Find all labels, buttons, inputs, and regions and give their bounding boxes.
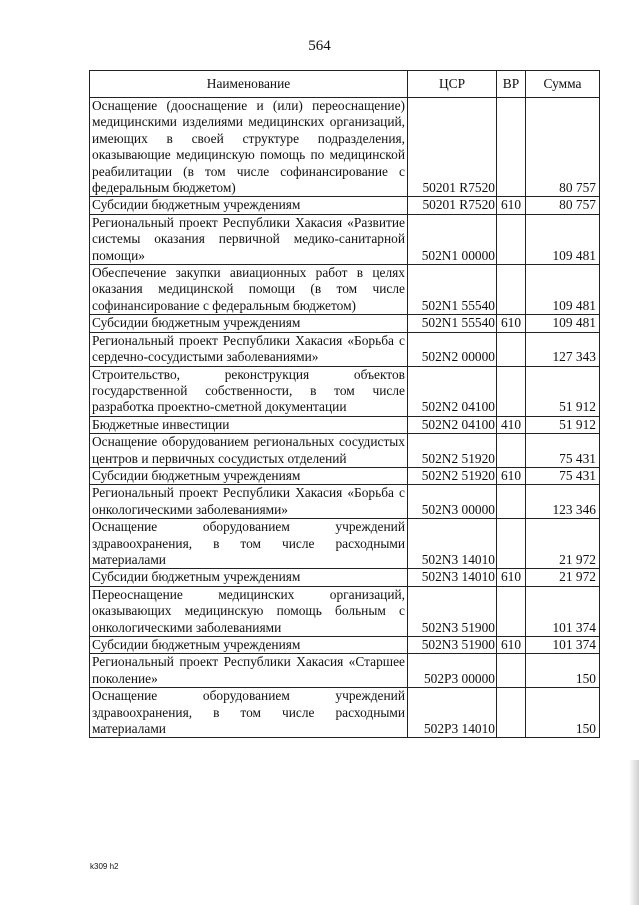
- row-name: Строительство, реконструкция объектов государственной собственности, в том числе разработка проектно-сметной документации: [90, 366, 408, 416]
- table-row: [90, 416, 600, 433]
- row-sum: 80 757: [526, 98, 600, 197]
- row-sum: 51 912: [526, 416, 600, 433]
- row-sum: 109 481: [526, 214, 600, 264]
- row-vr: [497, 519, 526, 569]
- header-sum: Сумма: [526, 71, 600, 98]
- row-vr: [497, 654, 526, 688]
- row-vr: 410: [497, 416, 526, 433]
- row-name: Субсидии бюджетным учреждениям: [90, 315, 408, 332]
- row-vr: [497, 586, 526, 636]
- row-vr: 610: [497, 467, 526, 484]
- row-vr: [497, 485, 526, 519]
- row-name: Переоснащение медицинских организаций, оказывающих медицинскую помощь больным с онкологическими заболеваниями: [90, 586, 408, 636]
- row-vr: [497, 332, 526, 366]
- table-row: [90, 434, 600, 468]
- row-name: Обеспечение закупки авиационных работ в целях оказания медицинской помощи (в том числе софинансирование с федеральным бюджетом): [90, 265, 408, 315]
- header-name: Наименование: [90, 71, 408, 98]
- row-name: Региональный проект Республики Хакасия «Борьба с сердечно-сосудистыми заболеваниями»: [90, 332, 408, 366]
- table-row: [90, 654, 600, 688]
- row-vr: 610: [497, 315, 526, 332]
- row-vr: [497, 214, 526, 264]
- row-sum: 101 374: [526, 586, 600, 636]
- row-vr: 610: [497, 637, 526, 654]
- row-csr: 502N3 51900: [408, 586, 497, 636]
- row-vr: [497, 98, 526, 197]
- table-row: [90, 467, 600, 484]
- row-sum: 150: [526, 688, 600, 738]
- row-csr: 502N3 51900: [408, 637, 497, 654]
- scan-shadow: [629, 760, 639, 905]
- row-csr: 502N2 04100: [408, 416, 497, 433]
- row-csr: 502N3 00000: [408, 485, 497, 519]
- row-name: Региональный проект Республики Хакасия «Борьба с онкологическими заболеваниями»: [90, 485, 408, 519]
- row-csr: 502N2 00000: [408, 332, 497, 366]
- row-sum: 80 757: [526, 197, 600, 214]
- row-vr: [497, 434, 526, 468]
- row-csr: 502P3 14010: [408, 688, 497, 738]
- row-csr: 502N3 14010: [408, 569, 497, 586]
- table-row: [90, 586, 600, 636]
- table-row: [90, 315, 600, 332]
- table-row: [90, 214, 600, 264]
- table-header-row: [90, 71, 600, 98]
- table-row: [90, 265, 600, 315]
- row-sum: 123 346: [526, 485, 600, 519]
- row-name: Региональный проект Республики Хакасия «Старшее поколение»: [90, 654, 408, 688]
- table-row: [90, 519, 600, 569]
- row-csr: 502N2 51920: [408, 434, 497, 468]
- row-name: Оснащение (дооснащение и (или) переоснащение) медицинскими изделиями медицинских организаций, имеющих в своей структуре подразделения, оказывающие медицинскую помощь по медицинской реабилитации (в том числе софинансирование с федеральным бюджетом): [90, 98, 408, 197]
- row-sum: 21 972: [526, 519, 600, 569]
- header-vr: ВР: [497, 71, 526, 98]
- table-row: [90, 637, 600, 654]
- row-sum: 101 374: [526, 637, 600, 654]
- row-sum: 109 481: [526, 315, 600, 332]
- budget-table: [89, 70, 600, 738]
- row-csr: 502N1 00000: [408, 214, 497, 264]
- row-sum: 21 972: [526, 569, 600, 586]
- row-name: Оснащение оборудованием учреждений здравоохранения, в том числе расходными материалами: [90, 519, 408, 569]
- table-row: [90, 688, 600, 738]
- row-sum: 75 431: [526, 434, 600, 468]
- row-csr: 502N1 55540: [408, 265, 497, 315]
- row-vr: [497, 265, 526, 315]
- row-sum: 51 912: [526, 366, 600, 416]
- table-row: [90, 569, 600, 586]
- row-name: Региональный проект Республики Хакасия «Развитие системы оказания первичной медико-санитарной помощи»: [90, 214, 408, 264]
- row-name: Субсидии бюджетным учреждениям: [90, 197, 408, 214]
- row-csr: 502N2 04100: [408, 366, 497, 416]
- row-csr: 502N1 55540: [408, 315, 497, 332]
- row-sum: 150: [526, 654, 600, 688]
- page-number: 564: [308, 38, 331, 54]
- row-vr: 610: [497, 197, 526, 214]
- row-name: Оснащение оборудованием региональных сосудистых центров и первичных сосудистых отделений: [90, 434, 408, 468]
- header-csr: ЦСР: [408, 71, 497, 98]
- row-name: Субсидии бюджетным учреждениям: [90, 467, 408, 484]
- table-row: [90, 332, 600, 366]
- row-name: Субсидии бюджетным учреждениям: [90, 637, 408, 654]
- row-vr: 610: [497, 569, 526, 586]
- row-csr: 502N3 14010: [408, 519, 497, 569]
- table-row: [90, 98, 600, 197]
- row-csr: 50201 R7520: [408, 98, 497, 197]
- row-name: Субсидии бюджетным учреждениям: [90, 569, 408, 586]
- table-row: [90, 197, 600, 214]
- row-csr: 502P3 00000: [408, 654, 497, 688]
- footer-code: k309 h2: [90, 862, 119, 871]
- row-sum: 109 481: [526, 265, 600, 315]
- table-row: [90, 366, 600, 416]
- row-sum: 75 431: [526, 467, 600, 484]
- row-vr: [497, 366, 526, 416]
- row-csr: 502N2 51920: [408, 467, 497, 484]
- row-csr: 50201 R7520: [408, 197, 497, 214]
- row-sum: 127 343: [526, 332, 600, 366]
- table-row: [90, 485, 600, 519]
- row-name: Бюджетные инвестиции: [90, 416, 408, 433]
- row-name: Оснащение оборудованием учреждений здравоохранения, в том числе расходными материалами: [90, 688, 408, 738]
- row-vr: [497, 688, 526, 738]
